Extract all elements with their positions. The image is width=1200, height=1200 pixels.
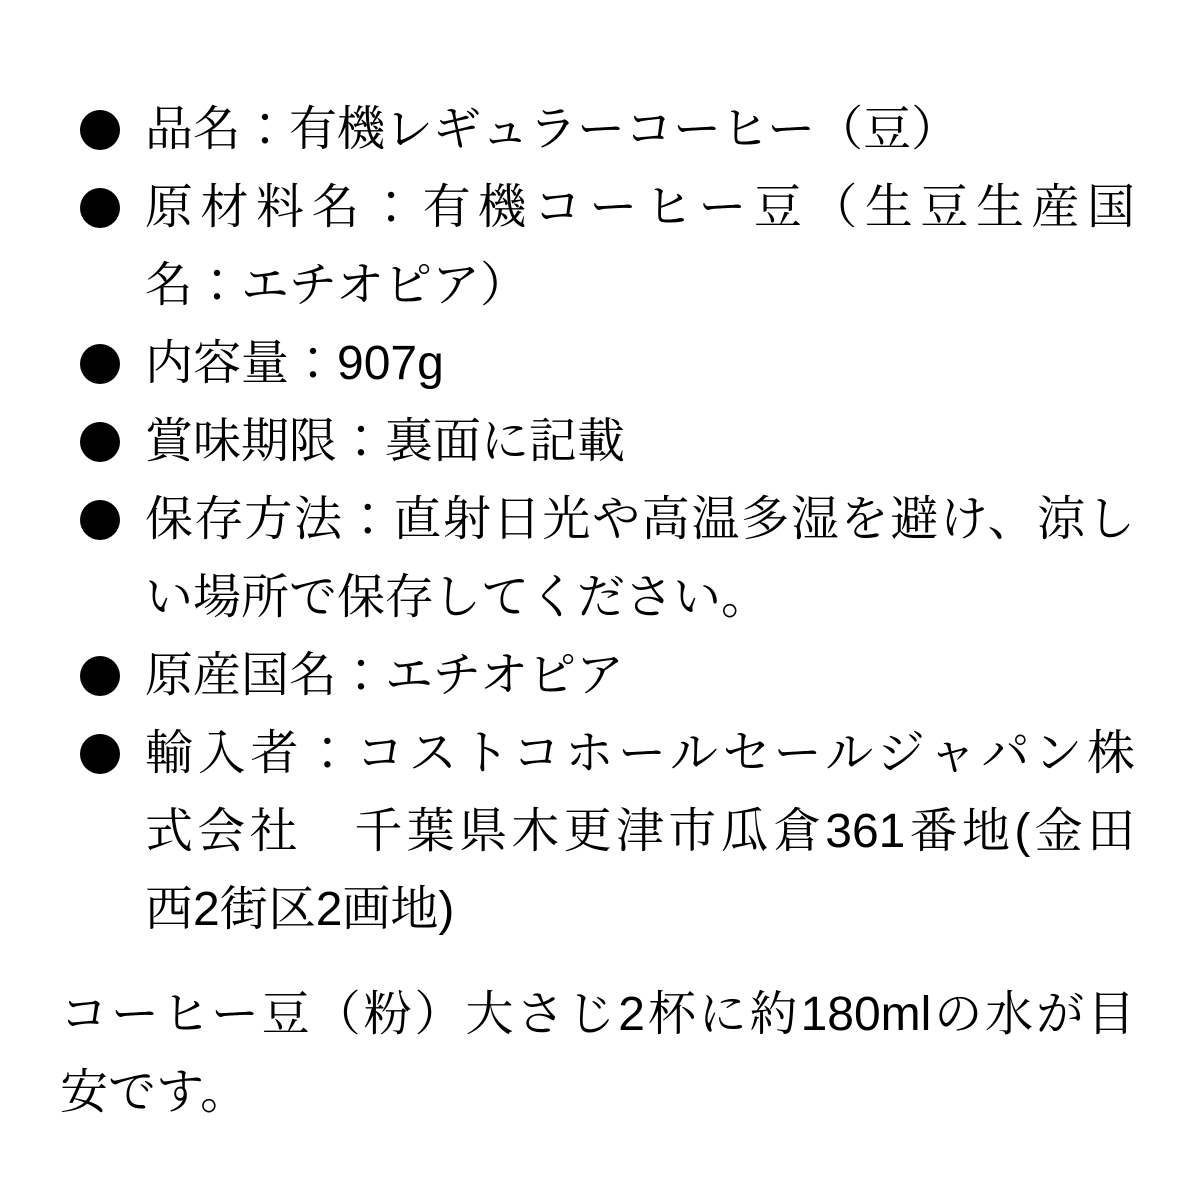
spec-text: 保存方法：直射日光や高温多湿を避け、涼し bbox=[145, 493, 1135, 546]
bullet-icon bbox=[80, 656, 120, 696]
spec-text: 内容量：907g bbox=[145, 337, 444, 390]
product-spec-list bbox=[145, 91, 1135, 949]
spec-item-importer bbox=[145, 715, 1135, 949]
bullet-icon bbox=[80, 344, 120, 384]
spec-item-ingredients bbox=[145, 169, 1135, 325]
bullet-icon bbox=[80, 188, 120, 228]
spec-item-best-before bbox=[145, 403, 1135, 481]
usage-note-text: 安です。 bbox=[60, 1066, 249, 1119]
bullet-icon bbox=[80, 500, 120, 540]
spec-text: 品名：有機レギュラーコーヒー（豆） bbox=[145, 103, 960, 156]
bullet-icon bbox=[80, 734, 120, 774]
spec-text: 原産国名：エチオピア bbox=[145, 649, 625, 702]
usage-note-text: コーヒー豆（粉）大さじ2杯に約180mlの水が目 bbox=[60, 988, 1135, 1041]
spec-text: 西2街区2画地) bbox=[145, 883, 455, 936]
spec-item-product-name bbox=[145, 91, 1135, 169]
spec-text: 名：エチオピア） bbox=[145, 259, 529, 312]
spec-item-net-content bbox=[145, 325, 1135, 403]
spec-item-storage bbox=[145, 481, 1135, 637]
spec-text: 原材料名：有機コーヒー豆（生豆生産国 bbox=[145, 181, 1135, 234]
spec-text: 賞味期限：裏面に記載 bbox=[145, 415, 626, 468]
bullet-icon bbox=[80, 110, 120, 150]
spec-item-country-of-origin bbox=[145, 637, 1135, 715]
spec-text: 輸入者：コストコホールセールジャパン株 bbox=[145, 727, 1135, 780]
bullet-icon bbox=[80, 422, 120, 462]
spec-text: 式会社 千葉県木更津市瓜倉361番地(金田 bbox=[145, 805, 1135, 858]
spec-text: い場所で保存してください。 bbox=[145, 571, 770, 624]
usage-note bbox=[60, 976, 1135, 1132]
